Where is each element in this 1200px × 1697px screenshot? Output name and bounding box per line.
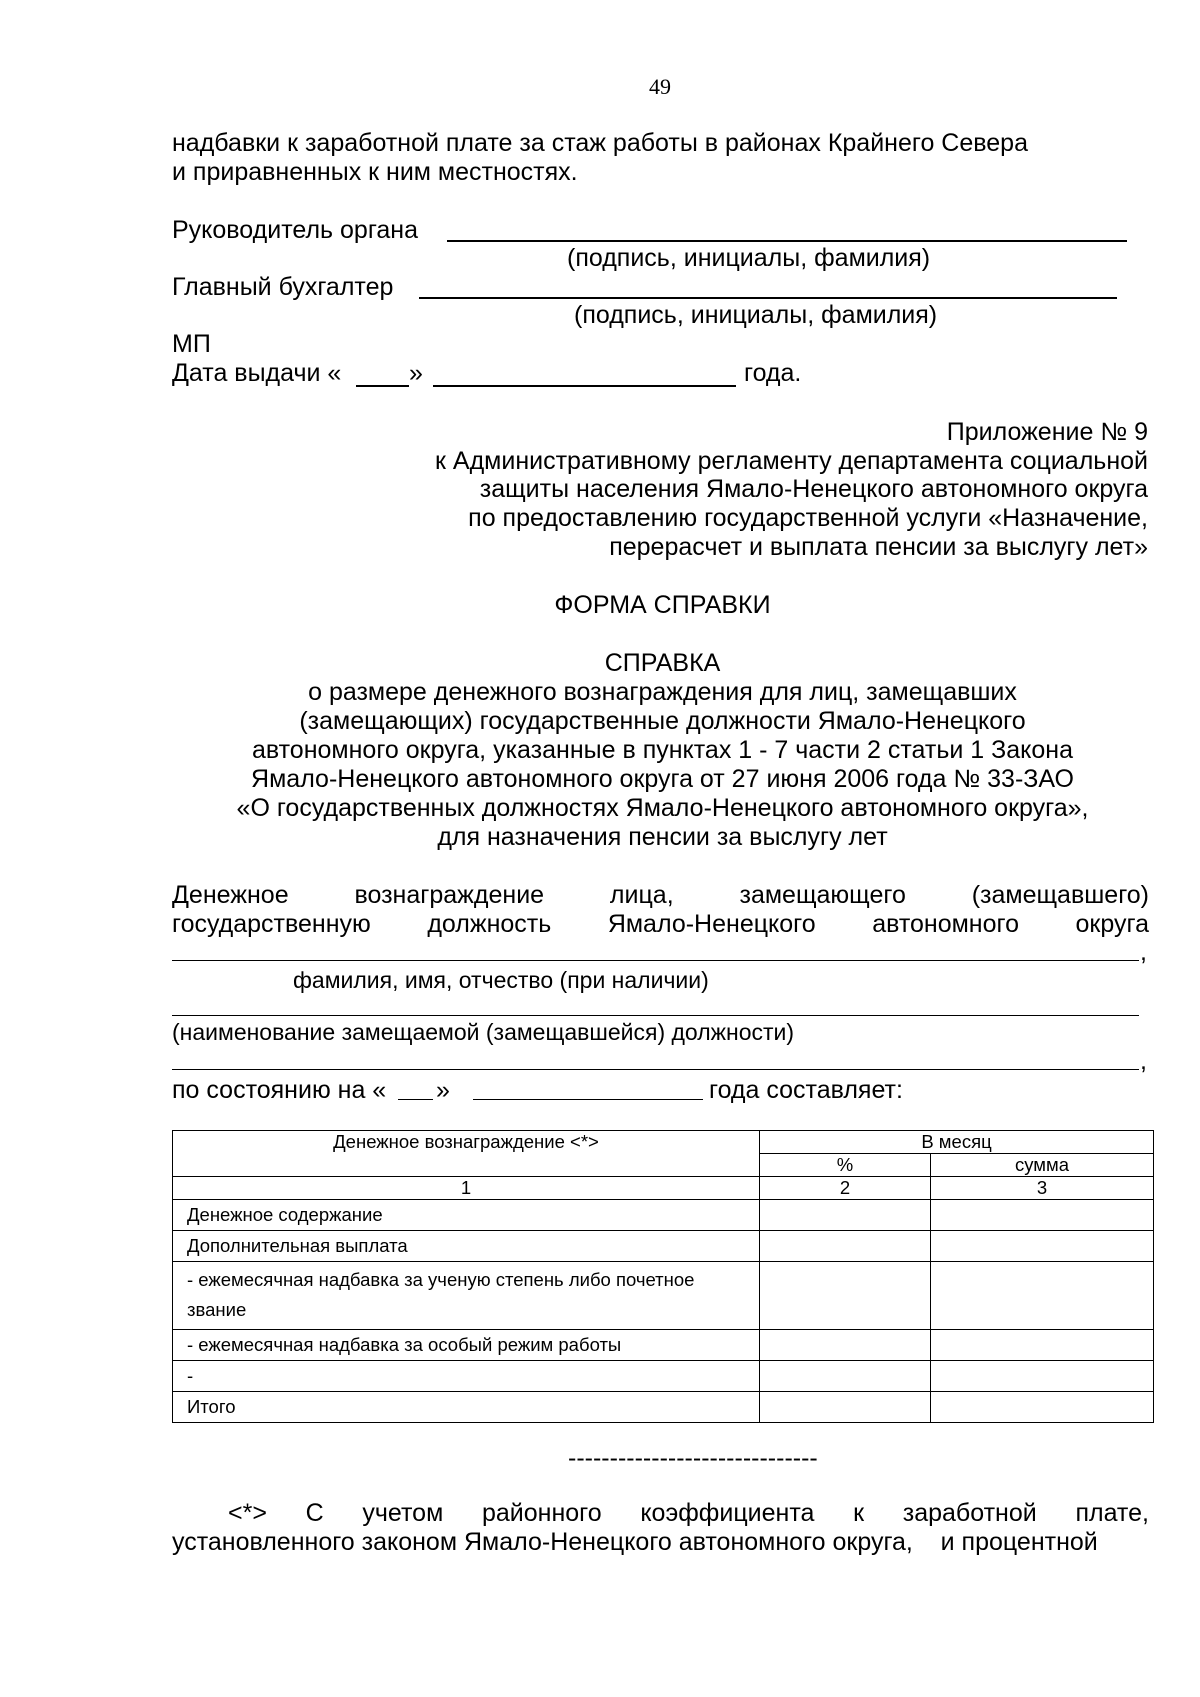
appendix-line-1: Приложение № 9 — [946, 418, 1148, 446]
state-month-line — [473, 1099, 703, 1100]
body-word: государственную — [172, 910, 371, 938]
stamp-label: МП — [172, 330, 211, 358]
body-word: Денежное — [172, 881, 289, 909]
header-remuneration: Денежное вознаграждение <*> — [173, 1131, 760, 1177]
appendix-line-2: к Административному регламенту департамента социальной — [435, 447, 1148, 475]
fio-hint: фамилия, имя, отчество (при наличии) — [293, 967, 709, 993]
percent-cell — [760, 1361, 931, 1392]
header-percent: % — [760, 1154, 931, 1177]
row-label: - ежемесячная надбавка за ученую степень либо почетное звание — [173, 1262, 760, 1330]
state-mid: » — [436, 1076, 450, 1104]
fio-line — [172, 960, 1139, 961]
certificate-line-5: «О государственных должностях Ямало-Ненецкого автономного округа», — [236, 794, 1089, 822]
issue-date-suffix: года. — [744, 359, 802, 387]
state-suffix: года составляет: — [709, 1076, 903, 1104]
column-number: 2 — [760, 1177, 931, 1200]
footnote-word: плате, — [1075, 1499, 1149, 1527]
footnote-separator: ------------------------------ — [568, 1444, 818, 1472]
column-number: 3 — [931, 1177, 1154, 1200]
body-word: лица, — [609, 881, 674, 909]
body-word: Ямало-Ненецкого — [607, 910, 816, 938]
footnote-word: заработной — [902, 1499, 1037, 1527]
footnote-word: коэффициента — [640, 1499, 815, 1527]
table-row — [173, 1262, 1154, 1330]
body-line-2 — [172, 909, 1149, 939]
footnote-word: к — [853, 1499, 865, 1527]
certificate-line-3: автономного округа, указанные в пунктах 1 - 7 части 2 статьи 1 Закона — [252, 736, 1073, 764]
sum-cell — [931, 1392, 1154, 1423]
row-label: Итого — [173, 1392, 760, 1423]
intro-line-2: и приравненных к ним местностях. — [172, 158, 578, 186]
position-comma: , — [1140, 1047, 1147, 1075]
table-row — [173, 1200, 1154, 1231]
body-word: должность — [427, 910, 552, 938]
certificate-line-1: о размере денежного вознаграждения для лиц, замещавших — [308, 678, 1017, 706]
position-line-2 — [172, 1069, 1139, 1070]
row-label: - ежемесячная надбавка за особый режим работы — [173, 1330, 760, 1361]
table-row — [173, 1392, 1154, 1423]
sum-cell — [931, 1200, 1154, 1231]
accountant-signature-line — [419, 297, 1117, 299]
state-prefix: по состоянию на « — [172, 1076, 387, 1104]
footnote-line-1 — [228, 1498, 1149, 1528]
sum-cell — [931, 1231, 1154, 1262]
percent-cell — [760, 1392, 931, 1423]
state-day-line — [398, 1099, 433, 1100]
header-per-month: В месяц — [760, 1131, 1154, 1154]
body-word: округа — [1075, 910, 1149, 938]
sum-cell — [931, 1361, 1154, 1392]
certificate-title: СПРАВКА — [604, 649, 721, 677]
body-word: автономного — [872, 910, 1019, 938]
head-signature-line — [447, 240, 1127, 242]
accountant-signature-hint: (подпись, инициалы, фамилия) — [574, 301, 938, 329]
appendix-line-4: по предоставлению государственной услуги «Назначение, — [468, 504, 1148, 532]
sum-cell — [931, 1262, 1154, 1330]
sum-cell — [931, 1330, 1154, 1361]
column-number: 1 — [173, 1177, 760, 1200]
accountant-label: Главный бухгалтер — [172, 273, 394, 301]
percent-cell — [760, 1330, 931, 1361]
position-line — [172, 1015, 1139, 1016]
issue-date-day-line — [356, 385, 409, 387]
table-row — [173, 1231, 1154, 1262]
head-label: Руководитель органа — [172, 216, 418, 244]
table-header-row — [173, 1131, 1154, 1154]
table-row — [173, 1361, 1154, 1392]
percent-cell — [760, 1231, 931, 1262]
body-word: вознаграждение — [354, 881, 545, 909]
certificate-line-6: для назначения пенсии за выслугу лет — [437, 823, 888, 851]
form-title: ФОРМА СПРАВКИ — [554, 591, 771, 619]
body-line-1 — [172, 880, 1149, 910]
position-hint: (наименование замещаемой (замещавшейся) должности) — [172, 1019, 795, 1045]
header-sum: сумма — [931, 1154, 1154, 1177]
intro-line-1: надбавки к заработной плате за стаж работы в районах Крайнего Севера — [172, 129, 1028, 157]
footnote-word: С — [305, 1499, 324, 1527]
table-number-row — [173, 1177, 1154, 1200]
footnote-word: <*> — [228, 1499, 267, 1527]
table-row — [173, 1330, 1154, 1361]
row-label: Денежное содержание — [173, 1200, 760, 1231]
body-word: (замещавшего) — [971, 881, 1149, 909]
footnote-line-2: установленного законом Ямало-Ненецкого автономного округа, и процентной — [172, 1528, 1098, 1556]
certificate-line-2: (замещающих) государственные должности Ямало-Ненецкого — [299, 707, 1026, 735]
issue-date-month-line — [433, 385, 736, 387]
row-label: - — [173, 1361, 760, 1392]
body-word: замещающего — [739, 881, 906, 909]
appendix-line-5: перерасчет и выплата пенсии за выслугу лет» — [609, 533, 1148, 561]
appendix-line-3: защиты населения Ямало-Ненецкого автономного округа — [479, 475, 1148, 503]
issue-date-prefix: Дата выдачи « — [172, 359, 342, 387]
head-signature-hint: (подпись, инициалы, фамилия) — [567, 244, 931, 272]
footnote-word: районного — [481, 1499, 602, 1527]
fio-comma: , — [1140, 938, 1147, 966]
footnote-word: учетом — [362, 1499, 444, 1527]
percent-cell — [760, 1262, 931, 1330]
row-label: Дополнительная выплата — [173, 1231, 760, 1262]
certificate-line-4: Ямало-Ненецкого автономного округа от 27 июня 2006 года № 33-ЗАО — [251, 765, 1074, 793]
page-number: 49 — [649, 74, 671, 99]
percent-cell — [760, 1200, 931, 1231]
issue-date-mid: » — [409, 359, 423, 387]
remuneration-table — [172, 1130, 1154, 1423]
